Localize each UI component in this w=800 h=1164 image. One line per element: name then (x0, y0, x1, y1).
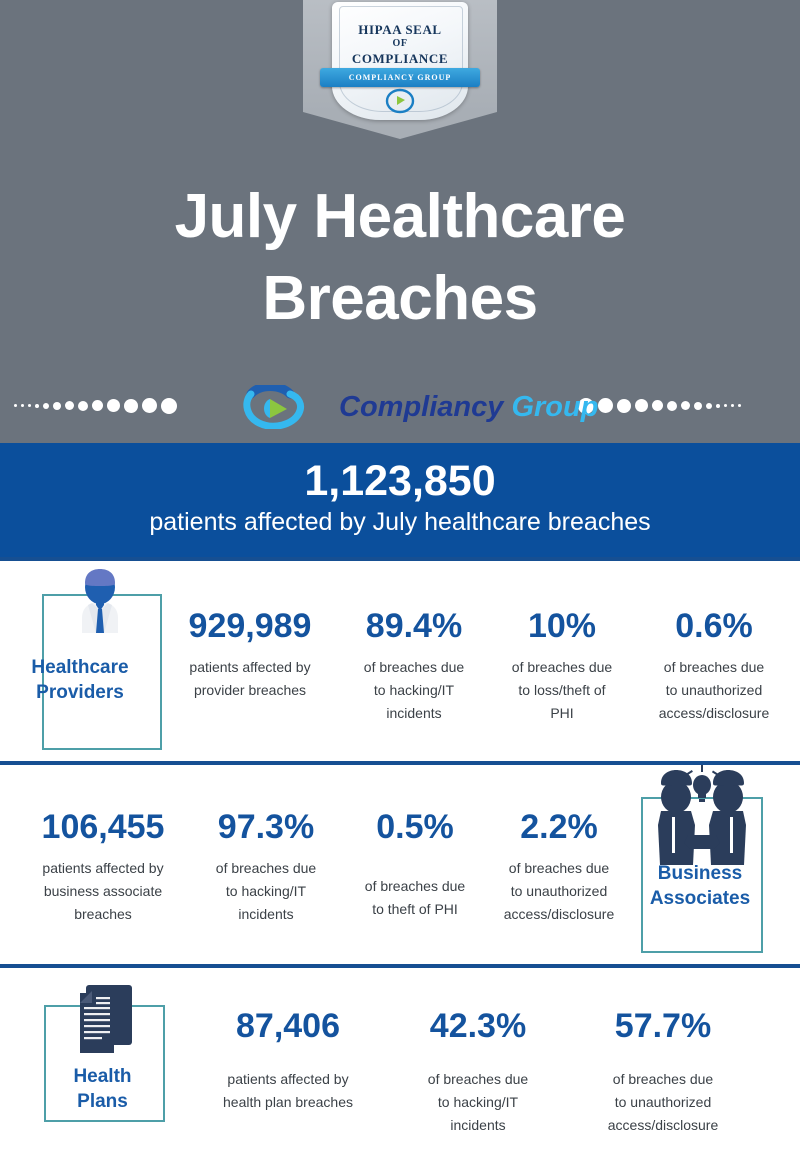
decorative-dot (681, 401, 690, 410)
stat-caption: of breaches due to loss/theft of PHI (511, 659, 613, 721)
section-health-plans (0, 968, 800, 1164)
stat-value: 929,989 (188, 607, 312, 645)
category-label-line-2: Plans (77, 1091, 128, 1112)
stat-ba-unauthorized (484, 807, 634, 926)
seal-line2: OF (392, 38, 408, 49)
stat-caption: patients affected by provider breaches (189, 659, 311, 698)
hipaa-seal-badge (303, 0, 497, 139)
decorative-dot (652, 400, 663, 411)
decorative-dot (694, 402, 702, 410)
stat-ba-theft (344, 807, 486, 921)
total-patients-caption: patients affected by July healthcare breaches (149, 508, 651, 536)
stat-value: 2.2% (520, 808, 598, 846)
decorative-dots-left (14, 383, 181, 428)
stat-hp-unauthorized (588, 1006, 738, 1137)
decorative-dot (92, 400, 103, 411)
stat-caption: patients affected by health plan breaches (223, 1071, 353, 1110)
category-label-line-1: Business (657, 863, 743, 884)
stat-hp-hacking (404, 1006, 552, 1137)
decorative-dot (43, 403, 49, 409)
title-line-2: Breaches (262, 264, 538, 333)
decorative-dot (667, 401, 677, 411)
title-line-1: July Healthcare (174, 182, 626, 251)
stat-caption: of breaches due to hacking/IT incidents (363, 659, 465, 721)
stat-caption: of breaches due to unauthorized access/disclosure (503, 860, 615, 922)
stat-caption: of breaches due to theft of PHI (364, 878, 466, 917)
decorative-dots-right (578, 383, 745, 428)
handshake-idea-icon (648, 765, 756, 869)
stat-ba-patients (20, 807, 186, 926)
stat-providers-unauthorized (640, 606, 788, 725)
page-title (0, 176, 800, 340)
logo-strip (0, 383, 800, 428)
decorative-dot (598, 398, 613, 413)
documents-icon (62, 983, 146, 1065)
seal-line1: HIPAA SEAL (358, 22, 442, 37)
seal-ribbon-label: COMPLIANCY GROUP (348, 73, 452, 82)
decorative-dot (617, 399, 631, 413)
category-label-line-1: Healthcare (31, 657, 129, 678)
stat-caption: of breaches due to hacking/IT incidents (215, 860, 317, 922)
section-business-associates (0, 765, 800, 964)
decorative-dot (731, 404, 734, 407)
stat-value: 87,406 (236, 1007, 340, 1045)
stat-value: 0.6% (675, 607, 753, 645)
stat-providers-hacking (340, 606, 488, 725)
logo-name-secondary: Group (511, 391, 599, 423)
compliancy-swoosh-icon (243, 385, 335, 429)
logo-name-primary: Compliancy (339, 391, 504, 423)
decorative-dot (142, 398, 157, 413)
decorative-dot (706, 403, 712, 409)
stat-caption: patients affected by business associate breaches (42, 860, 164, 922)
category-label-line-1: Health (73, 1066, 132, 1087)
total-patients-affected: 1,123,850 (304, 457, 496, 505)
decorative-dot (21, 404, 24, 407)
category-label-line-2: Providers (36, 682, 124, 703)
stat-value: 10% (527, 607, 597, 645)
summary-banner (0, 443, 800, 557)
decorative-dot (124, 399, 138, 413)
logo-wordmark (339, 391, 598, 423)
decorative-dot (14, 404, 17, 407)
decorative-dot (35, 404, 39, 408)
stat-value: 57.7% (614, 1007, 712, 1045)
decorative-dot (53, 402, 61, 410)
decorative-dot (724, 404, 727, 407)
decorative-dot (161, 398, 177, 414)
decorative-dot (78, 401, 88, 411)
stat-providers-patients (176, 606, 324, 702)
stat-caption: of breaches due to hacking/IT incidents (427, 1071, 529, 1133)
stat-providers-loss-theft (492, 606, 632, 725)
category-label-line-2: Associates (649, 888, 751, 909)
compliancy-group-logo (243, 385, 599, 429)
stat-caption: of breaches due to unauthorized access/disclosure (658, 659, 770, 721)
compliancy-mark-icon (384, 88, 416, 114)
stat-value: 97.3% (217, 808, 315, 846)
stat-caption: of breaches due to unauthorized access/disclosure (607, 1071, 719, 1133)
seal-ribbon (320, 68, 480, 87)
decorative-dot (738, 404, 741, 407)
stat-value: 42.3% (429, 1007, 527, 1045)
seal-line3: COMPLIANCE (351, 51, 449, 66)
stat-value: 89.4% (365, 607, 463, 645)
section-healthcare-providers (0, 561, 800, 755)
stat-value: 106,455 (41, 808, 165, 846)
decorative-dot (716, 404, 720, 408)
decorative-dot (107, 399, 120, 412)
decorative-dot (28, 404, 31, 407)
stat-value: 0.5% (376, 808, 454, 846)
hero-section (0, 0, 800, 443)
stat-ba-hacking (192, 807, 340, 926)
doctor-icon (68, 565, 132, 639)
stat-hp-patients (212, 1006, 364, 1114)
decorative-dot (65, 401, 74, 410)
decorative-dot (635, 399, 648, 412)
